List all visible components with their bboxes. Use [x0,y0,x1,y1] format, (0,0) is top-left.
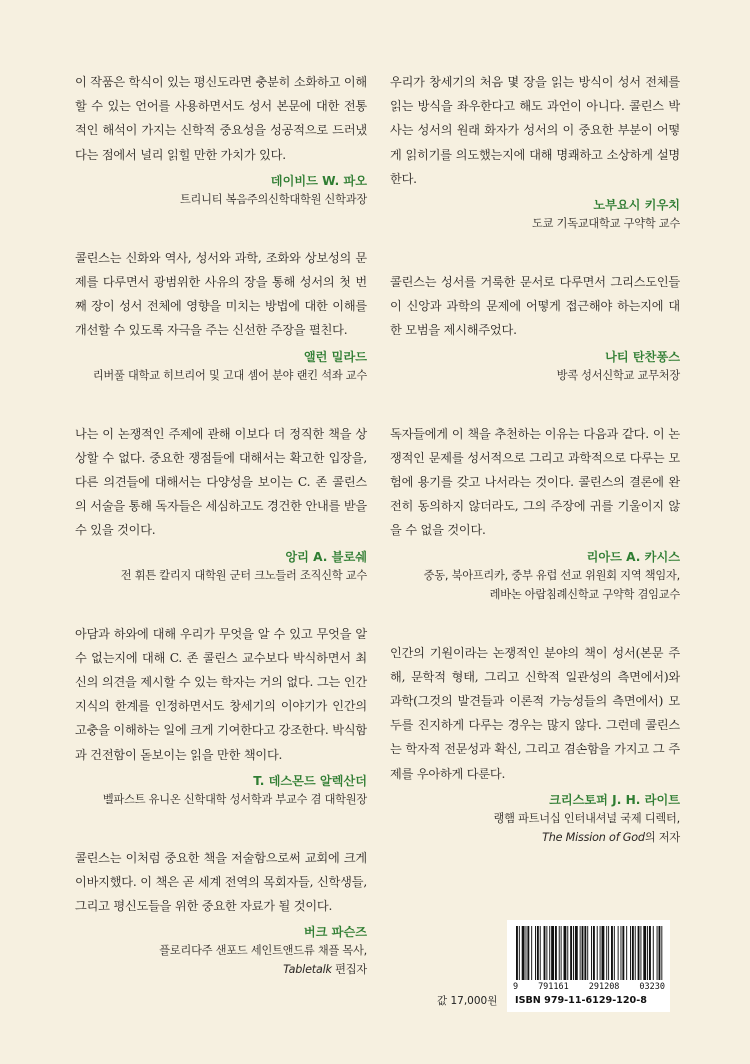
barcode-bar [622,926,624,980]
barcode-digit-group: 9 [513,982,519,992]
endorsement-quote: 이 작품은 학식이 있는 평신도라면 충분히 소화하고 이해할 수 있는 언어를 사용하면서도 성서 본문에 대한 전통적인 해석이 가지는 신학적 중요성을 성공적으로 드러냈다는 점에서 널리 읽힐 만한 가치가 있다. [75,75,367,162]
barcode-bar [544,926,546,980]
barcode-bar [573,926,574,980]
affiliation-line [75,960,367,979]
endorsement-kassis [390,422,680,604]
barcode-bar [626,926,627,980]
endorsement-quote: 독자들에게 이 책을 추천하는 이유는 다음과 같다. 이 논쟁적인 문제를 성서적으로 그리고 과학적으로 다루는 모험에 용기를 갖고 나서라는 것이다. 콜린스의 결론에 완전히 동의하지 않더라도, 그의 주장에 귀를 기울이지 않을 수 없을 것이다. [390,426,680,538]
barcode-bar [551,926,554,980]
barcode-bar [582,926,584,980]
barcode-digit-group: 03230 [639,982,665,992]
barcode-bar [591,926,592,980]
barcode-bar [580,926,581,980]
barcode-bar [657,926,658,980]
endorsement-wright [390,641,680,847]
endorsement-blocher [75,422,367,585]
barcode-bar [600,926,601,980]
endorsement-author: 나티 탄찬퐁스 [605,349,680,364]
barcode-bar [593,926,595,980]
barcode-bar [606,926,607,980]
endorsement-author: 데이비드 W. 파오 [270,173,367,188]
endorsement-tanchanpongs [390,270,680,385]
endorsement-affiliation [75,566,367,585]
barcode-bars [514,926,664,982]
barcode-bar [526,926,527,980]
barcode-bar [519,926,520,980]
endorsement-alexander [75,622,367,809]
endorsement-author: 앨런 밀라드 [303,349,367,364]
barcode-bar [531,926,532,980]
affiliation-line: 트리니티 복음주의신학대학원 신학과장 [179,192,367,206]
left-column [75,70,367,979]
price-label: 값 17,000원 [437,995,498,1007]
barcode-bar [602,926,605,980]
barcode-bar [643,926,646,980]
barcode-bar [635,926,636,980]
endorsement-quote: 콜린스는 신화와 역사, 성서와 과학, 조화와 상보성의 문제를 다루면서 광범위한 사유의 장을 통해 성서의 첫 번째 장이 성서 전체에 영향을 미치는 방법에 대한 이해를 개선할 수 있도록 자극을 주는 신선한 주장을 펼친다. [75,250,367,338]
barcode-bar [621,926,622,980]
affiliation-line: 레바논 아랍침례신학교 구약학 겸임교수 [489,587,680,601]
barcode-bar [587,926,588,980]
endorsement-parsons [75,846,367,980]
barcode-bar [597,926,598,980]
endorsement-quote: 나는 이 논쟁적인 주제에 관해 이보다 더 정직한 책을 상상할 수 없다. 중요한 쟁점들에 대해서는 확고한 입장을, 다른 의견들에 대해서는 다양성을 보이는 C. 존 콜린스의 서술을 통해 독자들은 세심하고도 경건한 안내를 받을 수 있을 것이다. [75,426,367,538]
barcode-bar [570,926,572,980]
endorsement-affiliation [75,790,367,809]
endorsement-affiliation [75,366,367,385]
endorsement-quote: 인간의 기원이라는 논쟁적인 분야의 책이 성서(본문 주해, 문학적 형태, 그리고 신학적 일관성의 측면에서)와 과학(그것의 발견들과 이론적 가능성들의 측면에서) 모두를 진지하게 다루는 경우는 많지 않다. 그런데 콜린스는 학자적 전문성과 확신, 그리고 겸손함을 가지고 그 주제를 우아하게 다룬다. [390,645,680,781]
endorsement-affiliation [390,214,680,233]
isbn-barcode [507,920,670,1012]
affiliation-line: 플로리다주 샌포드 세인트앤드류 채플 목사, [159,944,367,958]
barcode-bar [537,926,539,980]
barcode-bar [640,926,641,980]
barcode-bar [575,926,578,980]
barcode-bar [584,926,586,980]
endorsement-author: 앙리 A. 블로쉐 [285,549,367,564]
barcode-bar [649,926,651,980]
barcode-bar [527,926,529,980]
affiliation-line [390,828,680,847]
affiliation-line: 도쿄 기독교대학교 구약학 교수 [532,217,680,231]
barcode-digit-group: 791161 [538,982,569,992]
barcode-bar [564,926,567,980]
barcode-bar [540,926,541,980]
endorsement-pao [75,70,367,209]
barcode-bar [559,926,560,980]
endorsement-affiliation [75,941,367,979]
endorsement-author: T. 데스몬드 알렉산더 [253,773,367,788]
endorsement-affiliation [75,190,367,209]
endorsement-author: 노부요시 키우치 [593,198,680,213]
endorsement-affiliation [390,366,680,385]
affiliation-suffix: 의 저자 [644,830,680,844]
barcode-bar [546,926,547,980]
endorsement-author: 버크 파슨즈 [303,925,367,940]
barcode-bar [618,926,619,980]
barcode-bar [549,926,550,980]
barcode-bar [535,926,536,980]
barcode-bar [638,926,640,980]
endorsement-quote: 아담과 하와에 대해 우리가 무엇을 알 수 있고 무엇을 알 수 없는지에 대해 C. 존 콜린스 교수보다 박식하면서 최신의 의견을 제시할 수 있는 학자는 거의 없다. 그는 인간 지식의 한계를 인정하면서도 창세기의 이야기가 인간의 고충을 이해하는 일에 크게 기여한다고 강조한다. 박식함과 건전함이 돋보이는 읽을 만한 책이다. [75,626,367,762]
barcode-bar [608,926,609,980]
barcode-bar [522,926,525,980]
endorsement-author: 크리스토퍼 J. H. 라이트 [549,792,680,807]
affiliation-suffix: 편집자 [331,963,367,977]
barcode-bar [567,926,568,980]
endorsement-quote: 콜린스는 이처럼 중요한 책을 저술함으로써 교회에 크게 이바지했다. 이 책은 곧 세계 전역의 목회자들, 신학생들, 그리고 평신도들을 위한 중요한 자료가 될 것이다. [75,850,367,914]
barcode-bar [647,926,648,980]
endorsement-quote: 콜린스는 성서를 거룩한 문서로 다루면서 그리스도인들이 신앙과 과학의 문제에 어떻게 접근해야 하는지에 대한 모범을 제시해주었다. [390,275,680,338]
barcode-bar [611,926,613,980]
affiliation-line: 랭햄 파트너십 인터내셔널 국제 디렉터, [493,811,680,825]
book-title: The Mission of God [542,830,645,844]
endorsement-affiliation [390,566,680,604]
barcode-bar [659,926,661,980]
barcode-bar [653,926,654,980]
affiliation-line: 전 휘튼 칼리지 대학원 군터 크노들러 조직신학 교수 [120,568,367,582]
barcode-bar [614,926,615,980]
right-column [390,70,680,847]
endorsement-quote: 우리가 창세기의 처음 몇 장을 읽는 방식이 성서 전체를 읽는 방식을 좌우한다고 해도 과언이 아니다. 콜린스 박사는 성서의 원래 화자가 성서의 이 중요한 부분이 어떻게 읽히기를 의도했는지에 대해 명쾌하고 소상하게 설명한다. [390,75,680,186]
endorsement-kiuchi [390,70,680,233]
barcode-bar [661,926,662,980]
barcode-bar [632,926,634,980]
barcode-digit-group: 291208 [588,982,620,992]
affiliation-line: 방콕 성서신학교 교무처장 [556,368,680,382]
isbn-number: ISBN 979-11-6129-120-8 [515,995,647,1006]
affiliation-line: 리버풀 대학교 히브리어 및 고대 셈어 분야 랜킨 석좌 교수 [92,368,367,382]
endorsement-millard [75,246,367,385]
barcode-bar [561,926,562,980]
barcode-bar [516,926,518,980]
barcode-digits [513,982,665,992]
endorsement-affiliation [390,809,680,847]
endorsement-author: 리아드 A. 카시스 [586,549,680,564]
barcode-bar [555,926,557,980]
affiliation-line: 중동, 북아프리카, 중부 유럽 선교 위원회 지역 책임자, [423,568,680,582]
book-title: Tabletalk [283,963,332,977]
barcode-bar [630,926,631,980]
affiliation-line: 벨파스트 유니온 신학대학 성서학과 부교수 겸 대학원장 [102,792,367,806]
